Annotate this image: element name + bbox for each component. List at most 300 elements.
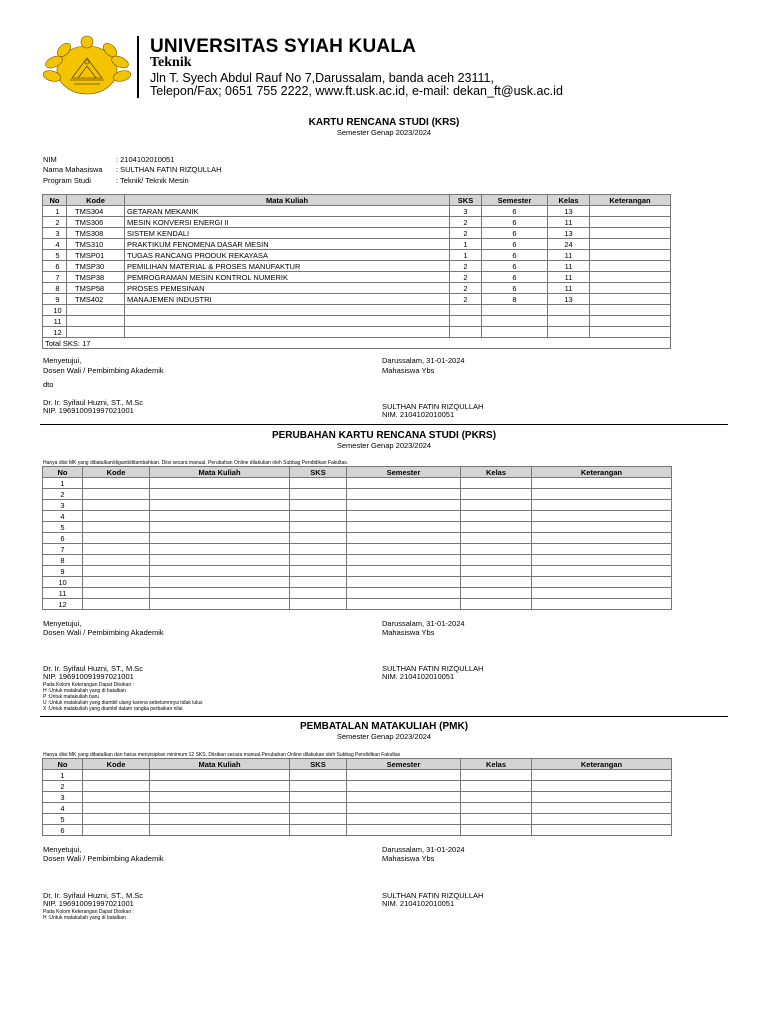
table-cell: TMSP30 (67, 261, 125, 272)
name-label: Nama Mahasiswa (43, 165, 103, 174)
column-header: Mata Kuliah (125, 195, 450, 206)
empty-cell (83, 522, 150, 533)
table-cell: 12 (43, 327, 67, 338)
empty-cell (150, 770, 290, 781)
empty-cell (290, 792, 347, 803)
empty-cell (347, 478, 461, 489)
empty-cell (461, 599, 532, 610)
pkrs-student-nim: NIM. 2104102010051 (382, 672, 455, 681)
row-number: 3 (43, 500, 83, 511)
table-cell: 1 (43, 206, 67, 217)
empty-cell (347, 781, 461, 792)
pkrs-table (42, 466, 672, 610)
column-header: Semester (482, 195, 548, 206)
pkrs-legend-line: U :Untuk matakuliah yang diambil ulang karena sebelumnnya tidak lulus (43, 700, 203, 706)
table-row (43, 239, 671, 250)
column-header: Keterangan (590, 195, 671, 206)
krs-student-role: Mahasiswa Ybs (382, 366, 435, 375)
empty-cell (83, 577, 150, 588)
empty-cell (461, 566, 532, 577)
table-cell: 13 (548, 206, 590, 217)
empty-cell (290, 588, 347, 599)
empty-cell (532, 500, 672, 511)
krs-student-nim: NIM. 2104102010051 (382, 410, 455, 419)
pmk-student-nim: NIM. 2104102010051 (382, 899, 455, 908)
empty-cell (532, 533, 672, 544)
row-number: 9 (43, 566, 83, 577)
total-row (43, 338, 671, 349)
empty-cell (83, 770, 150, 781)
empty-cell (461, 500, 532, 511)
column-header: Kelas (548, 195, 590, 206)
empty-cell (461, 770, 532, 781)
pmk-advisor-name: Dr. Ir. Syifaul Huzni, ST., M.Sc (43, 891, 144, 900)
empty-cell (532, 803, 672, 814)
table-cell (125, 327, 450, 338)
table-row (43, 781, 672, 792)
empty-cell (461, 781, 532, 792)
table-row (43, 316, 671, 327)
empty-cell (290, 599, 347, 610)
krs-advisor-nip: NIP. 196910091997021001 (43, 406, 134, 415)
pkrs-legend-line: P :Untuk matakuliah baru (43, 694, 100, 700)
table-cell: 7 (43, 272, 67, 283)
empty-cell (461, 533, 532, 544)
total-sks: Total SKS: 17 (43, 338, 671, 349)
empty-cell (532, 577, 672, 588)
table-cell: 2 (43, 217, 67, 228)
empty-cell (461, 588, 532, 599)
empty-cell (83, 511, 150, 522)
empty-cell (290, 544, 347, 555)
empty-cell (290, 577, 347, 588)
row-number: 6 (43, 533, 83, 544)
table-cell (450, 305, 482, 316)
empty-cell (83, 792, 150, 803)
row-number: 6 (43, 825, 83, 836)
empty-cell (347, 533, 461, 544)
table-cell: TMS402 (67, 294, 125, 305)
table-cell: 9 (43, 294, 67, 305)
table-row (43, 250, 671, 261)
empty-cell (290, 781, 347, 792)
pkrs-legend-line: H :Untuk matakuliah yang di batalkan (43, 688, 126, 694)
empty-cell (532, 555, 672, 566)
empty-cell (532, 478, 672, 489)
empty-cell (347, 599, 461, 610)
krs-advisor-role: Dosen Wali / Pembimbing Akademik (43, 366, 164, 375)
table-cell: 2 (450, 228, 482, 239)
empty-cell (461, 555, 532, 566)
table-cell: PEMROGRAMAN MESIN KONTROL NUMERIK (125, 272, 450, 283)
table-cell (450, 327, 482, 338)
column-header: SKS (290, 467, 347, 478)
empty-cell (347, 803, 461, 814)
table-row (43, 272, 671, 283)
pmk-place-date: Darussalam, 31-01-2024 (382, 845, 465, 854)
pmk-student-name: SULTHAN FATIN RIZQULLAH (382, 891, 484, 900)
empty-cell (83, 478, 150, 489)
table-cell (590, 261, 671, 272)
table-cell: 6 (482, 206, 548, 217)
table-row (43, 533, 672, 544)
empty-cell (150, 599, 290, 610)
empty-cell (83, 599, 150, 610)
table-cell (590, 239, 671, 250)
table-cell: 5 (43, 250, 67, 261)
table-cell (450, 316, 482, 327)
empty-cell (83, 489, 150, 500)
table-cell (548, 305, 590, 316)
row-number: 1 (43, 770, 83, 781)
nim-label: NIM (43, 155, 57, 164)
empty-cell (290, 566, 347, 577)
pmk-advisor-nip: NIP. 196910091997021001 (43, 899, 134, 908)
column-header: No (43, 195, 67, 206)
krs-semester: Semester Genap 2023/2024 (336, 128, 432, 137)
table-cell: 2 (450, 294, 482, 305)
empty-cell (83, 803, 150, 814)
empty-cell (461, 511, 532, 522)
krs-dto: dto (43, 380, 54, 389)
pkrs-student-name: SULTHAN FATIN RIZQULLAH (382, 664, 484, 673)
empty-cell (83, 555, 150, 566)
empty-cell (83, 588, 150, 599)
row-number: 2 (43, 781, 83, 792)
krs-approve: Menyetujui, (43, 356, 82, 365)
empty-cell (83, 500, 150, 511)
empty-cell (347, 577, 461, 588)
empty-cell (150, 478, 290, 489)
table-cell: PROSES PEMESINAN (125, 283, 450, 294)
table-row (43, 305, 671, 316)
table-row (43, 228, 671, 239)
table-row (43, 770, 672, 781)
row-number: 4 (43, 511, 83, 522)
empty-cell (461, 814, 532, 825)
row-number: 8 (43, 555, 83, 566)
address-line: Jln T. Syech Abdul Rauf No 7,Darussalam, banda aceh 23111, (150, 71, 494, 85)
pmk-title: PEMBATALAN MATAKULIAH (PMK) (299, 721, 469, 732)
usk-logo-icon (42, 34, 132, 104)
table-cell (125, 305, 450, 316)
table-cell: 6 (482, 217, 548, 228)
empty-cell (532, 566, 672, 577)
table-cell: 2 (450, 217, 482, 228)
table-row (43, 327, 671, 338)
table-cell (590, 294, 671, 305)
empty-cell (347, 522, 461, 533)
pkrs-legend-line: X :Untuk matakuliah yang diambil dalam rangka perbaikan nilai (43, 706, 183, 712)
table-cell: TMS304 (67, 206, 125, 217)
empty-cell (150, 814, 290, 825)
pkrs-advisor-role: Dosen Wali / Pembimbing Akademik (43, 628, 164, 637)
table-cell (590, 217, 671, 228)
pmk-legend-line: H :Untuk matakuliah yang di batalkan (43, 915, 126, 921)
column-header: SKS (290, 759, 347, 770)
table-cell: 13 (548, 228, 590, 239)
table-cell: 6 (482, 228, 548, 239)
empty-cell (347, 489, 461, 500)
row-number: 7 (43, 544, 83, 555)
table-row (43, 261, 671, 272)
table-cell (482, 327, 548, 338)
table-row (43, 283, 671, 294)
pmk-advisor-role: Dosen Wali / Pembimbing Akademik (43, 854, 164, 863)
row-number: 5 (43, 814, 83, 825)
empty-cell (461, 803, 532, 814)
table-row (43, 478, 672, 489)
krs-table (42, 194, 671, 349)
pmk-note: Hanya diisi MK yang dibatalkan dan harus menyisipkan minimum 12 SKS. Diisikan secara manual.Perubahan Online dilakukan oleh Subbag Pendidikan Fakultas (43, 752, 401, 758)
pkrs-student-role: Mahasiswa Ybs (382, 628, 435, 637)
table-cell: SISTEM KENDALI (125, 228, 450, 239)
empty-cell (150, 803, 290, 814)
column-header: No (43, 467, 83, 478)
table-cell (590, 316, 671, 327)
empty-cell (290, 522, 347, 533)
krs-advisor-name: Dr. Ir. Syifaul Huzni, ST., M.Sc (43, 398, 144, 407)
table-row (43, 566, 672, 577)
table-row (43, 803, 672, 814)
row-number: 5 (43, 522, 83, 533)
table-cell: 11 (548, 272, 590, 283)
empty-cell (83, 814, 150, 825)
column-header: Keterangan (532, 759, 672, 770)
pmk-legend-line: Pada Kolom Keterangan Dapat Diisikan : (43, 909, 134, 915)
table-cell: 24 (548, 239, 590, 250)
table-row (43, 489, 672, 500)
header-divider (137, 36, 139, 98)
table-cell (67, 305, 125, 316)
table-cell: 11 (548, 217, 590, 228)
table-cell: TMSP01 (67, 250, 125, 261)
table-cell (67, 327, 125, 338)
empty-cell (83, 566, 150, 577)
empty-cell (83, 544, 150, 555)
table-cell: GETARAN MEKANIK (125, 206, 450, 217)
empty-cell (150, 555, 290, 566)
table-cell: 1 (450, 250, 482, 261)
table-row (43, 511, 672, 522)
name-value: : SULTHAN FATIN RIZQULLAH (116, 165, 222, 174)
empty-cell (532, 511, 672, 522)
krs-student-name: SULTHAN FATIN RIZQULLAH (382, 402, 484, 411)
empty-cell (532, 825, 672, 836)
empty-cell (461, 478, 532, 489)
row-number: 12 (43, 599, 83, 610)
empty-cell (83, 825, 150, 836)
row-number: 3 (43, 792, 83, 803)
column-header: Semester (347, 759, 461, 770)
table-cell: 6 (482, 239, 548, 250)
table-cell: 2 (450, 283, 482, 294)
program-value: : Teknik/ Teknik Mesin (116, 176, 189, 185)
table-cell (590, 272, 671, 283)
section-divider (40, 424, 728, 425)
table-cell (67, 316, 125, 327)
empty-cell (290, 511, 347, 522)
column-header: Mata Kuliah (150, 467, 290, 478)
row-number: 4 (43, 803, 83, 814)
table-cell: 6 (43, 261, 67, 272)
pkrs-title: PERUBAHAN KARTU RENCANA STUDI (PKRS) (271, 430, 497, 441)
row-number: 2 (43, 489, 83, 500)
table-cell: 4 (43, 239, 67, 250)
table-cell: 13 (548, 294, 590, 305)
table-cell: 1 (450, 239, 482, 250)
table-row (43, 500, 672, 511)
table-row (43, 577, 672, 588)
column-header: Kelas (461, 759, 532, 770)
empty-cell (461, 825, 532, 836)
empty-cell (347, 555, 461, 566)
table-row (43, 206, 671, 217)
table-cell (590, 305, 671, 316)
table-cell (590, 283, 671, 294)
pkrs-approve: Menyetujui, (43, 619, 82, 628)
column-header: SKS (450, 195, 482, 206)
table-cell (590, 327, 671, 338)
empty-cell (150, 500, 290, 511)
empty-cell (290, 478, 347, 489)
table-cell: 8 (482, 294, 548, 305)
krs-title: KARTU RENCANA STUDI (KRS) (308, 117, 460, 128)
empty-cell (150, 825, 290, 836)
empty-cell (461, 577, 532, 588)
empty-cell (290, 803, 347, 814)
university-name: UNIVERSITAS SYIAH KUALA (150, 36, 417, 57)
table-cell (482, 305, 548, 316)
table-row (43, 294, 671, 305)
table-cell: 2 (450, 261, 482, 272)
table-cell: 11 (548, 283, 590, 294)
empty-cell (347, 792, 461, 803)
table-cell (482, 316, 548, 327)
empty-cell (347, 825, 461, 836)
table-cell: MESIN KONVERSI ENERGI II (125, 217, 450, 228)
table-cell (590, 206, 671, 217)
empty-cell (461, 522, 532, 533)
empty-cell (290, 814, 347, 825)
column-header: Semester (347, 467, 461, 478)
empty-cell (150, 533, 290, 544)
empty-cell (532, 544, 672, 555)
pkrs-advisor-name: Dr. Ir. Syifaul Huzni, ST., M.Sc (43, 664, 144, 673)
empty-cell (150, 489, 290, 500)
empty-cell (347, 544, 461, 555)
table-cell: 3 (43, 228, 67, 239)
pmk-table (42, 758, 672, 836)
empty-cell (461, 544, 532, 555)
table-cell: 11 (548, 250, 590, 261)
pmk-semester: Semester Genap 2023/2024 (336, 732, 432, 741)
empty-cell (150, 781, 290, 792)
table-cell (590, 250, 671, 261)
table-cell: 6 (482, 283, 548, 294)
program-label: Program Studi (43, 176, 91, 185)
table-cell (125, 316, 450, 327)
table-row (43, 588, 672, 599)
pkrs-place-date: Darussalam, 31-01-2024 (382, 619, 465, 628)
empty-cell (150, 588, 290, 599)
contact-line: Telepon/Fax; 0651 755 2222, www.ft.usk.ac.id, e-mail: dekan_ft@usk.ac.id (150, 84, 563, 98)
column-header: Kode (67, 195, 125, 206)
table-cell: 6 (482, 272, 548, 283)
table-cell (590, 228, 671, 239)
table-cell: TUGAS RANCANG PRODUK REKAYASA (125, 250, 450, 261)
table-cell: TMSP38 (67, 272, 125, 283)
empty-cell (290, 533, 347, 544)
table-row (43, 555, 672, 566)
table-row (43, 825, 672, 836)
table-row (43, 544, 672, 555)
empty-cell (150, 566, 290, 577)
empty-cell (461, 489, 532, 500)
empty-cell (290, 500, 347, 511)
empty-cell (532, 489, 672, 500)
empty-cell (532, 522, 672, 533)
faculty-name: Teknik (150, 55, 192, 70)
table-row (43, 814, 672, 825)
section-divider (40, 716, 728, 717)
table-cell: PRAKTIKUM FENOMENA DASAR MESIN (125, 239, 450, 250)
table-cell: 10 (43, 305, 67, 316)
pkrs-note: Hanya diisi MK yang dibatalkan/diganti/ditambahkan. Diisi secara manual. Perubahan Online dilakukan oleh Subbag Pendidikan Fakultas. (43, 460, 349, 466)
empty-cell (290, 489, 347, 500)
table-cell: 8 (43, 283, 67, 294)
table-cell: TMS306 (67, 217, 125, 228)
empty-cell (290, 770, 347, 781)
column-header: Kelas (461, 467, 532, 478)
empty-cell (532, 792, 672, 803)
table-row (43, 599, 672, 610)
pkrs-legend-line: Pada Kolom Keterangan Dapat Diisikan : (43, 682, 134, 688)
row-number: 10 (43, 577, 83, 588)
empty-cell (532, 814, 672, 825)
column-header: No (43, 759, 83, 770)
empty-cell (150, 511, 290, 522)
empty-cell (150, 522, 290, 533)
empty-cell (532, 588, 672, 599)
nim-value: : 2104102010051 (116, 155, 175, 164)
table-cell: TMSP58 (67, 283, 125, 294)
table-row (43, 792, 672, 803)
empty-cell (532, 599, 672, 610)
empty-cell (290, 825, 347, 836)
table-cell: 11 (43, 316, 67, 327)
krs-place-date: Darussalam, 31-01-2024 (382, 356, 465, 365)
empty-cell (150, 792, 290, 803)
table-row (43, 217, 671, 228)
empty-cell (150, 544, 290, 555)
empty-cell (83, 533, 150, 544)
empty-cell (347, 500, 461, 511)
empty-cell (347, 566, 461, 577)
empty-cell (347, 770, 461, 781)
empty-cell (347, 511, 461, 522)
pkrs-semester: Semester Genap 2023/2024 (336, 441, 432, 450)
pmk-approve: Menyetujui, (43, 845, 82, 854)
table-cell: 3 (450, 206, 482, 217)
row-number: 11 (43, 588, 83, 599)
table-cell: TMS308 (67, 228, 125, 239)
table-cell: 2 (450, 272, 482, 283)
table-cell: 6 (482, 261, 548, 272)
column-header: Kode (83, 759, 150, 770)
table-cell: TMS310 (67, 239, 125, 250)
table-cell (548, 316, 590, 327)
